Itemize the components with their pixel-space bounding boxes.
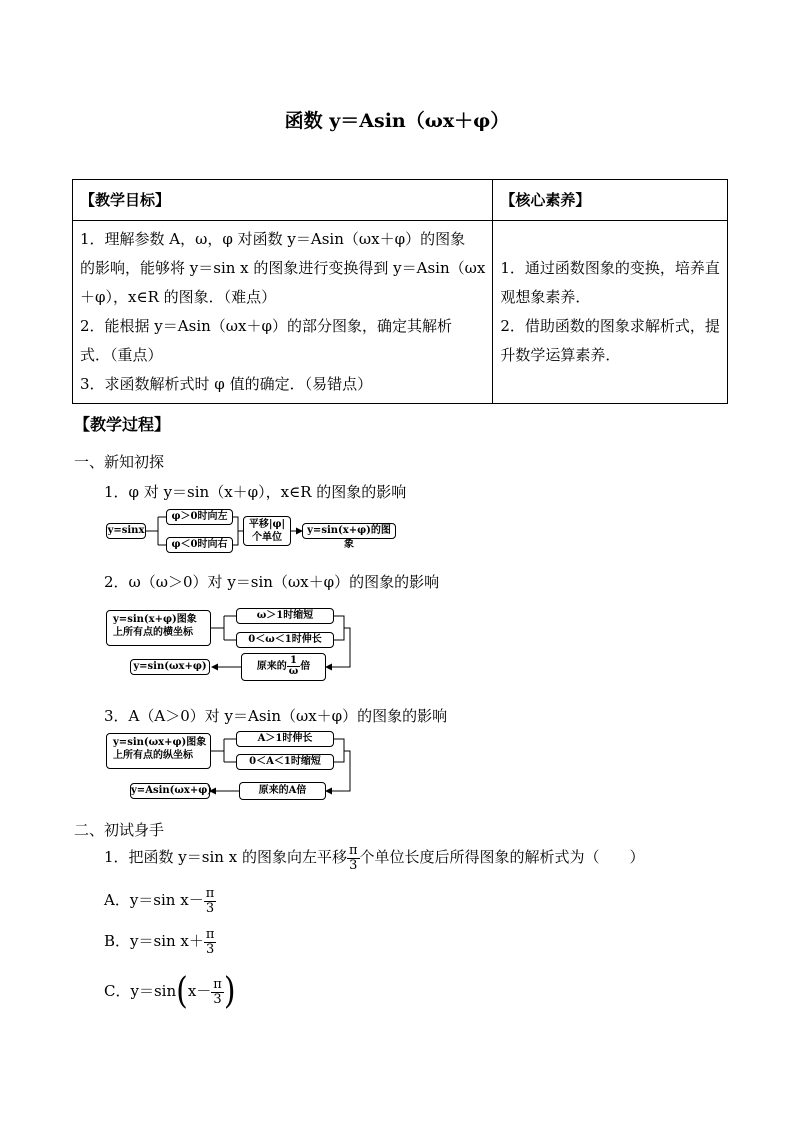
start-line: y=sin(ωx+φ)图象 (113, 737, 207, 748)
goal-line: 式．（重点） (80, 346, 163, 364)
pi-over-3-fraction (347, 844, 360, 873)
option-a-fraction (204, 887, 217, 916)
section1-heading: 一、新知初探 (74, 453, 165, 471)
factor-suffix: 倍 (300, 661, 311, 672)
fraction-numerator: 1 (287, 656, 301, 667)
diagram3-stretch-box: A＞1时伸长 (236, 731, 334, 747)
goal-line: 的影响，能够将 y＝sin x 的图象进行变换得到 y＝Asin（ωx (80, 259, 486, 277)
diagram2-lengthen-box: 0＜ω＜1时伸长 (236, 632, 334, 648)
option-c-inner: x－ (187, 982, 212, 1000)
diagram2-factor-box (241, 653, 326, 681)
translate-line: 平移|φ| (248, 519, 286, 530)
factor-fraction (287, 656, 301, 677)
fraction-denominator: 3 (213, 991, 222, 1007)
fraction-numerator: π (205, 926, 215, 942)
goal-line: 2．能根据 y＝Asin（ωx＋φ）的部分图象，确定其解析 (80, 317, 452, 335)
literacy-line: 1．通过函数图象的变换，培养直 (500, 259, 720, 277)
fraction-numerator: π (213, 976, 222, 992)
start-line: 上所有点的纵坐标 (113, 749, 193, 761)
translate-line: 个单位 (252, 531, 282, 543)
diagram1-start-box: y=sinx (106, 523, 146, 539)
question1-prefix: 1．把函数 y＝sin x 的图象向左平移 (104, 848, 347, 866)
fraction-numerator: π (348, 842, 358, 858)
literacy-line: 观想象素养． (500, 288, 591, 306)
diagram2-shorten-box: ω＞1时缩短 (236, 608, 334, 624)
diagram3-compress-box: 0＜A＜1时缩短 (236, 754, 334, 770)
option-c[interactable] (104, 970, 236, 1013)
fraction-denominator: 3 (349, 857, 358, 873)
section1-item2: 2．ω（ω＞0）对 y＝sin（ωx＋φ）的图象的影响 (104, 573, 440, 591)
page-title: 函数 y＝Asin（ωx＋φ） (284, 110, 510, 132)
question1 (104, 842, 645, 873)
literacy-line: 2．借助函数的图象求解析式，提 (500, 317, 720, 335)
right-paren: ) (223, 970, 236, 1013)
option-c-fraction (211, 978, 224, 1007)
goal-line: 1．理解参数 A，ω，φ 对函数 y＝Asin（ωx＋φ）的图象 (80, 230, 466, 248)
section1-item3: 3．A（A＞0）对 y＝Asin（ωx＋φ）的图象的影响 (104, 707, 448, 725)
section1-item1: 1．φ 对 y＝sin（x＋φ），x∈R 的图象的影响 (104, 483, 407, 501)
process-heading: 【教学过程】 (74, 415, 171, 434)
left-paren: ( (176, 970, 188, 1013)
diagram1-left-shift-box: φ＞0时向左 (166, 509, 233, 525)
option-b[interactable] (104, 925, 216, 957)
diagram3-start-box (106, 733, 211, 769)
start-line: 上所有点的横坐标 (113, 626, 193, 638)
factor-text: 原来的 (256, 661, 287, 672)
option-b-text: B．y＝sin x＋ (104, 932, 204, 950)
option-a[interactable] (104, 884, 216, 916)
option-a-text: A．y＝sin x－ (104, 891, 204, 909)
fraction-denominator: ω (288, 666, 299, 677)
goal-line: 3．求函数解析式时 φ 值的确定．（易错点） (80, 375, 373, 393)
diagram2-result-box: y=sin(ωx+φ) (130, 659, 210, 675)
start-line: y=sin(x+φ)图象 (113, 614, 197, 625)
goal-line: ＋φ），x∈R 的图象．（难点） (80, 288, 277, 306)
diagram1-result-box: y=sin(x+φ)的图象 (302, 523, 396, 539)
fraction-denominator: 3 (206, 941, 215, 957)
question1-suffix: 个单位长度后所得图象的解析式为（ ） (359, 848, 645, 866)
fraction-denominator: 3 (205, 900, 215, 916)
section2-heading: 二、初试身手 (74, 821, 165, 839)
core-literacy-header: 【核心素养】 (493, 180, 728, 221)
teaching-goals-header: 【教学目标】 (73, 180, 493, 221)
diagram2-start-box (106, 610, 211, 646)
diagram1-right-shift-box: φ＜0时向右 (166, 537, 233, 553)
literacy-line: 升数学运算素养． (500, 346, 621, 364)
option-b-fraction (204, 928, 217, 957)
diagram3-result-box: y=Asin(ωx+φ) (130, 783, 210, 799)
option-c-text: C．y＝sin (104, 982, 177, 1000)
diagram1-translate-box (243, 516, 291, 546)
diagram3-factor-box: 原来的A倍 (239, 782, 326, 800)
fraction-numerator: π (205, 885, 215, 901)
